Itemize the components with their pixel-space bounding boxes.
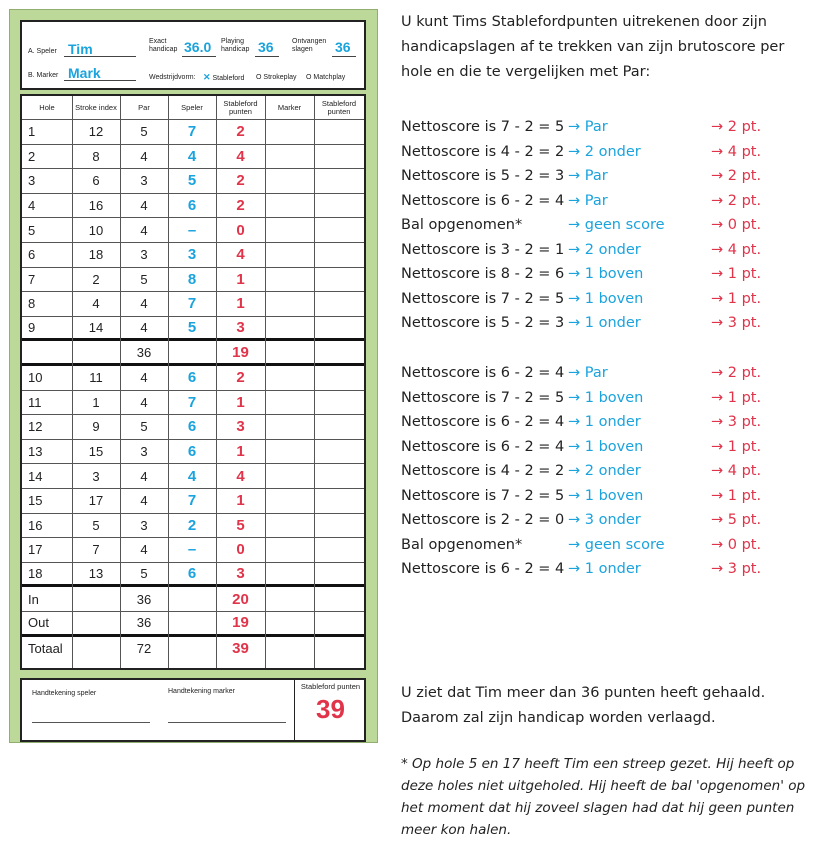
calc-expression: Nettoscore is 6 - 2 = 4 <box>401 438 565 455</box>
speler-signature-field[interactable] <box>32 722 150 723</box>
exact-handicap-value: 36.0 <box>184 39 212 55</box>
column-header: Stroke index <box>75 102 117 112</box>
calc-line <box>401 512 801 536</box>
cell-stb: 1 <box>236 393 245 411</box>
cell-hole: 1 <box>28 124 36 140</box>
calc-line <box>401 561 801 585</box>
calc-points: → 1 pt. <box>711 290 762 307</box>
cell-par: 5 <box>140 124 148 140</box>
cell-stb: 2 <box>236 172 245 190</box>
calc-line <box>401 488 801 512</box>
calc-result: → 1 onder <box>568 561 641 577</box>
cell-hole: Out <box>28 615 49 631</box>
cell-speler: 2 <box>187 516 197 534</box>
calc-result: → 1 boven <box>568 487 644 504</box>
calc-line <box>401 193 801 217</box>
calc-points: → 2 pt. <box>711 365 762 381</box>
table-header-row <box>22 96 364 120</box>
cell-stb: 0 <box>236 221 245 239</box>
calc-result: → Par <box>568 119 608 135</box>
column-header: Hole <box>39 102 55 112</box>
radio-empty-icon: O <box>256 74 262 81</box>
cell-hole: 6 <box>28 247 36 263</box>
calc-points: → 2 pt. <box>711 119 762 135</box>
table-row <box>22 268 364 293</box>
wedstrijdvorm-label: Wedstrijdvorm: <box>149 74 196 81</box>
calc-result: → Par <box>568 192 608 209</box>
calc-line <box>401 291 801 315</box>
column-header: Stableford punten <box>321 98 357 116</box>
cell-par: 5 <box>140 566 148 582</box>
calc-expression: Nettoscore is 6 - 2 = 4 <box>401 561 565 577</box>
speler-signature-label: Handtekening speler <box>32 690 97 697</box>
calc-result: → geen score <box>568 217 665 233</box>
calc-result: → 1 boven <box>568 438 644 455</box>
cell-si: 1 <box>92 394 100 410</box>
calc-result: → 1 boven <box>568 389 644 406</box>
option-matchplay-label: Matchplay <box>313 74 346 81</box>
table-row <box>22 587 364 612</box>
cell-hole: 16 <box>28 517 43 533</box>
cell-speler: 4 <box>187 147 197 165</box>
cell-si <box>72 587 120 611</box>
marker-signature-field[interactable] <box>168 722 286 723</box>
cell-stb: 1 <box>236 295 245 313</box>
calc-points: → 3 pt. <box>711 315 762 331</box>
calc-expression: Nettoscore is 6 - 2 = 4 <box>401 365 565 381</box>
calc-expression: Nettoscore is 5 - 2 = 3 <box>401 168 565 184</box>
cell-si: 18 <box>88 247 104 263</box>
cell-hole: 7 <box>28 271 36 287</box>
table-row <box>22 243 364 268</box>
ontvangen-slagen-label: Ontvangen slagen <box>292 38 327 53</box>
table-row <box>22 489 364 514</box>
table-row <box>22 612 364 637</box>
cell-hole: In <box>28 591 39 607</box>
marker-label: B. Marker <box>28 72 59 79</box>
calc-line <box>401 119 801 143</box>
cell-si: 11 <box>89 370 103 386</box>
calc-result: → 3 onder <box>568 512 641 528</box>
score-table <box>20 94 366 670</box>
cell-stb: 3 <box>236 319 245 337</box>
speler-label: A. Speler <box>28 48 57 55</box>
table-row <box>22 637 364 662</box>
table-row <box>22 218 364 243</box>
option-matchplay[interactable] <box>306 74 345 82</box>
calc-line <box>401 365 801 389</box>
calc-expression: Nettoscore is 7 - 2 = 5 <box>401 389 565 406</box>
calc-points: → 0 pt. <box>711 536 762 553</box>
cell-hole: 14 <box>28 468 43 484</box>
radio-empty-icon: O <box>306 74 312 81</box>
table-row <box>22 538 364 563</box>
table-row <box>22 514 364 539</box>
cell-par: 4 <box>140 148 148 164</box>
cell-par: 36 <box>136 591 152 607</box>
cell-speler: 6 <box>187 565 197 583</box>
calc-expression: Bal opgenomen* <box>401 536 523 553</box>
calc-line <box>401 537 801 561</box>
calc-result: → 1 boven <box>568 266 644 282</box>
calc-expression: Nettoscore is 6 - 2 = 4 <box>401 192 565 209</box>
option-strokeplay-label: Strokeplay <box>263 74 297 81</box>
cell-speler <box>168 587 216 611</box>
cell-stb: 19 <box>232 614 249 632</box>
cell-hole: 2 <box>28 148 36 164</box>
calc-points: → 4 pt. <box>711 143 762 160</box>
column-header: Stableford punten <box>223 98 258 116</box>
calc-line <box>401 390 801 414</box>
cell-speler: 4 <box>187 467 197 485</box>
cell-si <box>72 637 120 662</box>
calc-line <box>401 315 801 339</box>
total-points: 39 <box>316 694 345 724</box>
calc-expression: Nettoscore is 7 - 2 = 5 <box>401 487 565 504</box>
calc-points: → 4 pt. <box>711 463 762 479</box>
calc-points: → 5 pt. <box>711 512 762 528</box>
cell-si: 8 <box>92 148 100 164</box>
cell-si: 13 <box>88 566 104 582</box>
cell-si: 5 <box>92 517 100 533</box>
calc-expression: Nettoscore is 7 - 2 = 5 <box>401 119 565 135</box>
cell-speler: 6 <box>187 443 197 461</box>
cell-stb: 2 <box>236 123 245 141</box>
option-strokeplay[interactable] <box>256 74 296 82</box>
calc-expression: Nettoscore is 8 - 2 = 6 <box>401 266 565 282</box>
cell-hole: 18 <box>28 566 43 582</box>
cell-par: 5 <box>140 271 148 287</box>
cell-par: 5 <box>140 419 148 435</box>
scorecard-header <box>20 20 366 90</box>
option-stableford[interactable] <box>203 73 244 83</box>
cell-si: 15 <box>88 444 104 460</box>
calc-result: → Par <box>568 168 608 184</box>
cell-par: 3 <box>140 517 148 533</box>
cell-stb: 4 <box>236 147 245 165</box>
calc-result: → 1 boven <box>568 290 644 307</box>
table-row <box>22 145 364 170</box>
ontvangen-slagen-value: 36 <box>335 39 351 55</box>
calc-points: → 1 pt. <box>711 389 762 406</box>
cell-stb: 20 <box>232 590 249 608</box>
cell-par: 36 <box>136 615 152 631</box>
cell-speler: 6 <box>187 418 197 436</box>
calc-line <box>401 144 801 168</box>
marker-signature-label: Handtekening marker <box>168 688 235 695</box>
calc-points: → 1 pt. <box>711 266 762 282</box>
calc-line <box>401 217 801 241</box>
cell-hole: 5 <box>28 222 36 238</box>
option-stableford-label: Stableford <box>212 75 245 82</box>
cell-si: 2 <box>92 271 100 287</box>
calc-points: → 4 pt. <box>711 241 762 258</box>
cell-par: 4 <box>140 493 148 509</box>
cell-par: 4 <box>140 320 148 336</box>
calc-result: → 2 onder <box>568 143 641 160</box>
cell-stb: 3 <box>236 418 245 436</box>
cell-hole: 10 <box>28 370 43 386</box>
cell-stb: 3 <box>236 565 245 583</box>
total-box <box>294 678 366 742</box>
cell-si: 6 <box>92 173 100 189</box>
cell-si: 3 <box>92 468 100 484</box>
cell-par: 4 <box>140 542 148 558</box>
calc-expression: Nettoscore is 2 - 2 = 0 <box>401 512 565 528</box>
column-header: Marker <box>277 102 302 112</box>
exact-handicap-label: Exact handicap <box>149 38 178 53</box>
calc-expression: Nettoscore is 7 - 2 = 5 <box>401 290 565 307</box>
total-label: Stableford punten <box>300 682 361 691</box>
calc-expression: Nettoscore is 4 - 2 = 2 <box>401 143 565 160</box>
cell-par: 3 <box>140 444 148 460</box>
calc-result: → 2 onder <box>568 241 641 258</box>
column-header: Speler <box>181 102 203 112</box>
cell-si: 16 <box>88 198 104 214</box>
calc-expression: Nettoscore is 3 - 2 = 1 <box>401 241 565 258</box>
table-row <box>22 440 364 465</box>
cell-hole: 13 <box>28 444 43 460</box>
playing-handicap-value: 36 <box>258 39 274 55</box>
table-row <box>22 341 364 366</box>
conclusion-text: U ziet dat Tim meer dan 36 punten heeft gehaald. Daarom zal zijn handicap worden verlaagd. <box>401 685 766 726</box>
calc-result: → geen score <box>568 536 665 553</box>
cell-stb: 2 <box>236 369 245 387</box>
calc-result: → Par <box>568 365 608 381</box>
cell-stb: 19 <box>232 343 249 361</box>
calc-expression: Nettoscore is 6 - 2 = 4 <box>401 414 565 430</box>
table-row <box>22 317 364 342</box>
playing-handicap-label: Playing handicap <box>221 38 250 53</box>
cell-par: 4 <box>140 222 148 238</box>
cell-speler <box>168 637 216 662</box>
cell-stb: 39 <box>232 640 249 658</box>
calc-line <box>401 463 801 487</box>
cell-hole: Totaal <box>28 641 63 657</box>
calc-line <box>401 414 801 438</box>
calc-points: → 3 pt. <box>711 414 762 430</box>
calc-points: → 3 pt. <box>711 561 762 577</box>
check-mark-icon: ✕ <box>203 72 211 82</box>
cell-hole: 11 <box>28 394 42 410</box>
table-row <box>22 169 364 194</box>
cell-hole: 3 <box>28 173 36 189</box>
cell-hole: 17 <box>28 542 43 558</box>
cell-stb: 5 <box>236 516 245 534</box>
cell-hole <box>22 341 72 363</box>
table-row <box>22 292 364 317</box>
table-row <box>22 415 364 440</box>
cell-si: 9 <box>92 419 100 435</box>
cell-hole: 4 <box>28 198 36 214</box>
cell-par: 4 <box>140 370 148 386</box>
calc-line <box>401 242 801 266</box>
cell-si: 4 <box>92 296 100 312</box>
cell-si <box>72 341 120 363</box>
cell-si: 7 <box>92 542 100 558</box>
scorecard <box>9 9 378 743</box>
cell-speler: 5 <box>187 172 197 190</box>
cell-par: 72 <box>136 641 152 657</box>
calc-expression: Nettoscore is 4 - 2 = 2 <box>401 463 565 479</box>
table-row <box>22 563 364 588</box>
calc-points: → 1 pt. <box>711 487 762 504</box>
cell-stb: 0 <box>236 541 245 559</box>
cell-speler <box>168 612 216 634</box>
cell-speler: 5 <box>187 319 197 337</box>
cell-hole: 12 <box>28 419 43 435</box>
cell-speler: 7 <box>187 393 197 411</box>
signature-panel <box>20 678 366 742</box>
calc-expression: Nettoscore is 5 - 2 = 3 <box>401 315 565 331</box>
cell-par: 4 <box>140 394 148 410</box>
cell-speler: – <box>187 541 197 559</box>
cell-si: 14 <box>88 320 104 336</box>
cell-speler: 7 <box>187 123 197 141</box>
cell-stb: 4 <box>236 467 245 485</box>
calc-points: → 2 pt. <box>711 192 762 209</box>
cell-hole: 8 <box>28 296 36 312</box>
cell-hole: 15 <box>28 493 43 509</box>
cell-hole: 9 <box>28 320 36 336</box>
cell-stb: 4 <box>236 246 245 264</box>
cell-speler: 7 <box>187 295 197 313</box>
table-row <box>22 120 364 145</box>
cell-stb: 2 <box>236 197 245 215</box>
cell-par: 4 <box>140 296 148 312</box>
calc-points: → 0 pt. <box>711 217 762 233</box>
cell-par: 4 <box>140 198 148 214</box>
calc-expression: Bal opgenomen* <box>401 217 523 233</box>
cell-speler: 6 <box>187 197 197 215</box>
cell-si: 17 <box>88 493 104 509</box>
cell-speler: 6 <box>187 369 197 387</box>
calc-result: → 1 onder <box>568 315 641 331</box>
table-row <box>22 366 364 391</box>
cell-par: 4 <box>140 468 148 484</box>
cell-stb: 1 <box>236 270 245 288</box>
table-row <box>22 464 364 489</box>
table-row <box>22 194 364 219</box>
calc-points: → 1 pt. <box>711 438 762 455</box>
cell-speler: 7 <box>187 492 197 510</box>
cell-par: 3 <box>140 247 148 263</box>
intro-text: U kunt Tims Stablefordpunten uitrekenen door zijn handicapslagen af te trekken van zijn brutoscore per hole en die te vergelijken met Par: <box>401 14 785 80</box>
cell-stb: 1 <box>236 443 245 461</box>
calc-result: → 1 onder <box>568 414 641 430</box>
cell-par: 3 <box>140 173 148 189</box>
cell-speler: – <box>187 221 197 239</box>
calc-result: → 2 onder <box>568 463 641 479</box>
cell-speler <box>168 341 216 363</box>
table-row <box>22 391 364 416</box>
cell-si <box>72 612 120 634</box>
cell-stb: 1 <box>236 492 245 510</box>
column-header: Par <box>138 102 150 112</box>
speler-name: Tim <box>68 41 93 57</box>
footnote-text: * Op hole 5 en 17 heeft Tim een streep gezet. Hij heeft op deze holes niet uitgeholed. Hij heeft de bal 'opgenomen' op het moment dat hij zoveel slagen had dat hij geen punten meer kon halen. <box>401 756 806 838</box>
marker-name: Mark <box>68 65 101 81</box>
calc-line <box>401 439 801 463</box>
cell-si: 12 <box>88 124 104 140</box>
cell-par: 36 <box>136 344 152 360</box>
cell-speler: 8 <box>187 270 197 288</box>
calc-line <box>401 168 801 192</box>
calc-points: → 2 pt. <box>711 168 762 184</box>
calc-line <box>401 266 801 290</box>
cell-speler: 3 <box>187 246 197 264</box>
cell-si: 10 <box>88 222 104 238</box>
